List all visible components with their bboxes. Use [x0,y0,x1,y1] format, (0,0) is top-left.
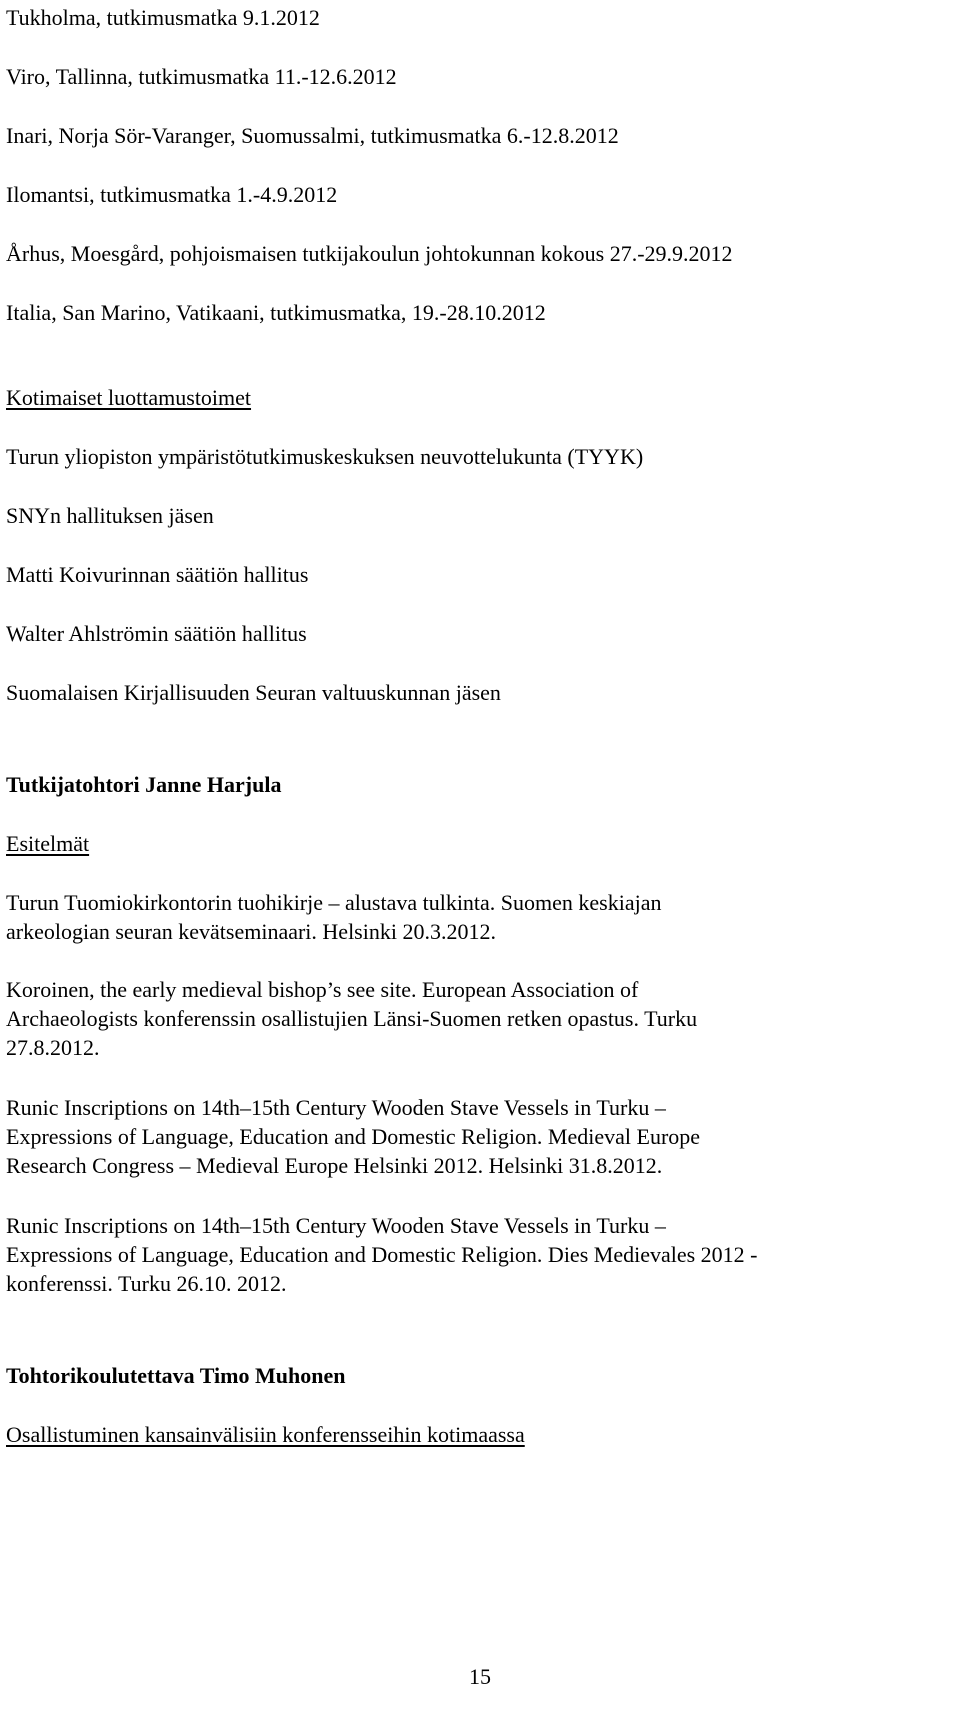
domestic-item: Turun yliopiston ympäristötutkimuskeskuksen neuvottelukunta (TYYK) [6,444,644,469]
talk-line: Expressions of Language, Education and Domestic Religion. Medieval Europe [6,1124,701,1149]
talk-entry [6,975,846,1062]
talks-subheading: Esitelmät [6,831,90,856]
section-title-muhonen: Tohtorikoulutettava Timo Muhonen [6,1363,346,1388]
trip-item: Tukholma, tutkimusmatka 9.1.2012 [6,5,320,30]
talk-line: konferenssi. Turku 26.10. 2012. [6,1271,287,1296]
section-title-harjula: Tutkijatohtori Janne Harjula [6,772,282,797]
trip-item: Viro, Tallinna, tutkimusmatka 11.-12.6.2012 [6,64,397,89]
domestic-item: Suomalaisen Kirjallisuuden Seuran valtuuskunnan jäsen [6,680,501,705]
domestic-heading: Kotimaiset luottamustoimet [6,385,252,410]
talk-line: Runic Inscriptions on 14th–15th Century Wooden Stave Vessels in Turku – [6,1213,666,1238]
trip-item: Ilomantsi, tutkimusmatka 1.-4.9.2012 [6,182,338,207]
domestic-item: Matti Koivurinnan säätiön hallitus [6,562,309,587]
talk-line: Archaeologists konferenssin osallistujien Länsi-Suomen retken opastus. Turku [6,1006,698,1031]
talk-line: Koroinen, the early medieval bishop’s see site. European Association of [6,977,639,1002]
trip-item: Inari, Norja Sör-Varanger, Suomussalmi, tutkimusmatka 6.-12.8.2012 [6,123,619,148]
talk-entry [6,1093,846,1180]
talk-line: Turun Tuomiokirkontorin tuohikirje – alustava tulkinta. Suomen keskiajan [6,890,662,915]
domestic-item: Walter Ahlströmin säätiön hallitus [6,621,307,646]
talk-line: 27.8.2012. [6,1035,100,1060]
talk-line: Runic Inscriptions on 14th–15th Century Wooden Stave Vessels in Turku – [6,1095,666,1120]
domestic-item: SNYn hallituksen jäsen [6,503,214,528]
trip-item: Italia, San Marino, Vatikaani, tutkimusmatka, 19.-28.10.2012 [6,300,546,325]
talk-entry [6,888,846,946]
talk-line: Expressions of Language, Education and Domestic Religion. Dies Medievales 2012 - [6,1242,758,1267]
talk-line: Research Congress – Medieval Europe Helsinki 2012. Helsinki 31.8.2012. [6,1153,663,1178]
conferences-subheading: Osallistuminen kansainvälisiin konferensseihin kotimaassa [6,1422,525,1447]
talk-entry [6,1211,846,1298]
page-number: 15 [469,1664,491,1689]
talk-line: arkeologian seuran kevätseminaari. Helsinki 20.3.2012. [6,919,496,944]
trip-item: Århus, Moesgård, pohjoismaisen tutkijakoulun johtokunnan kokous 27.-29.9.2012 [6,241,733,266]
